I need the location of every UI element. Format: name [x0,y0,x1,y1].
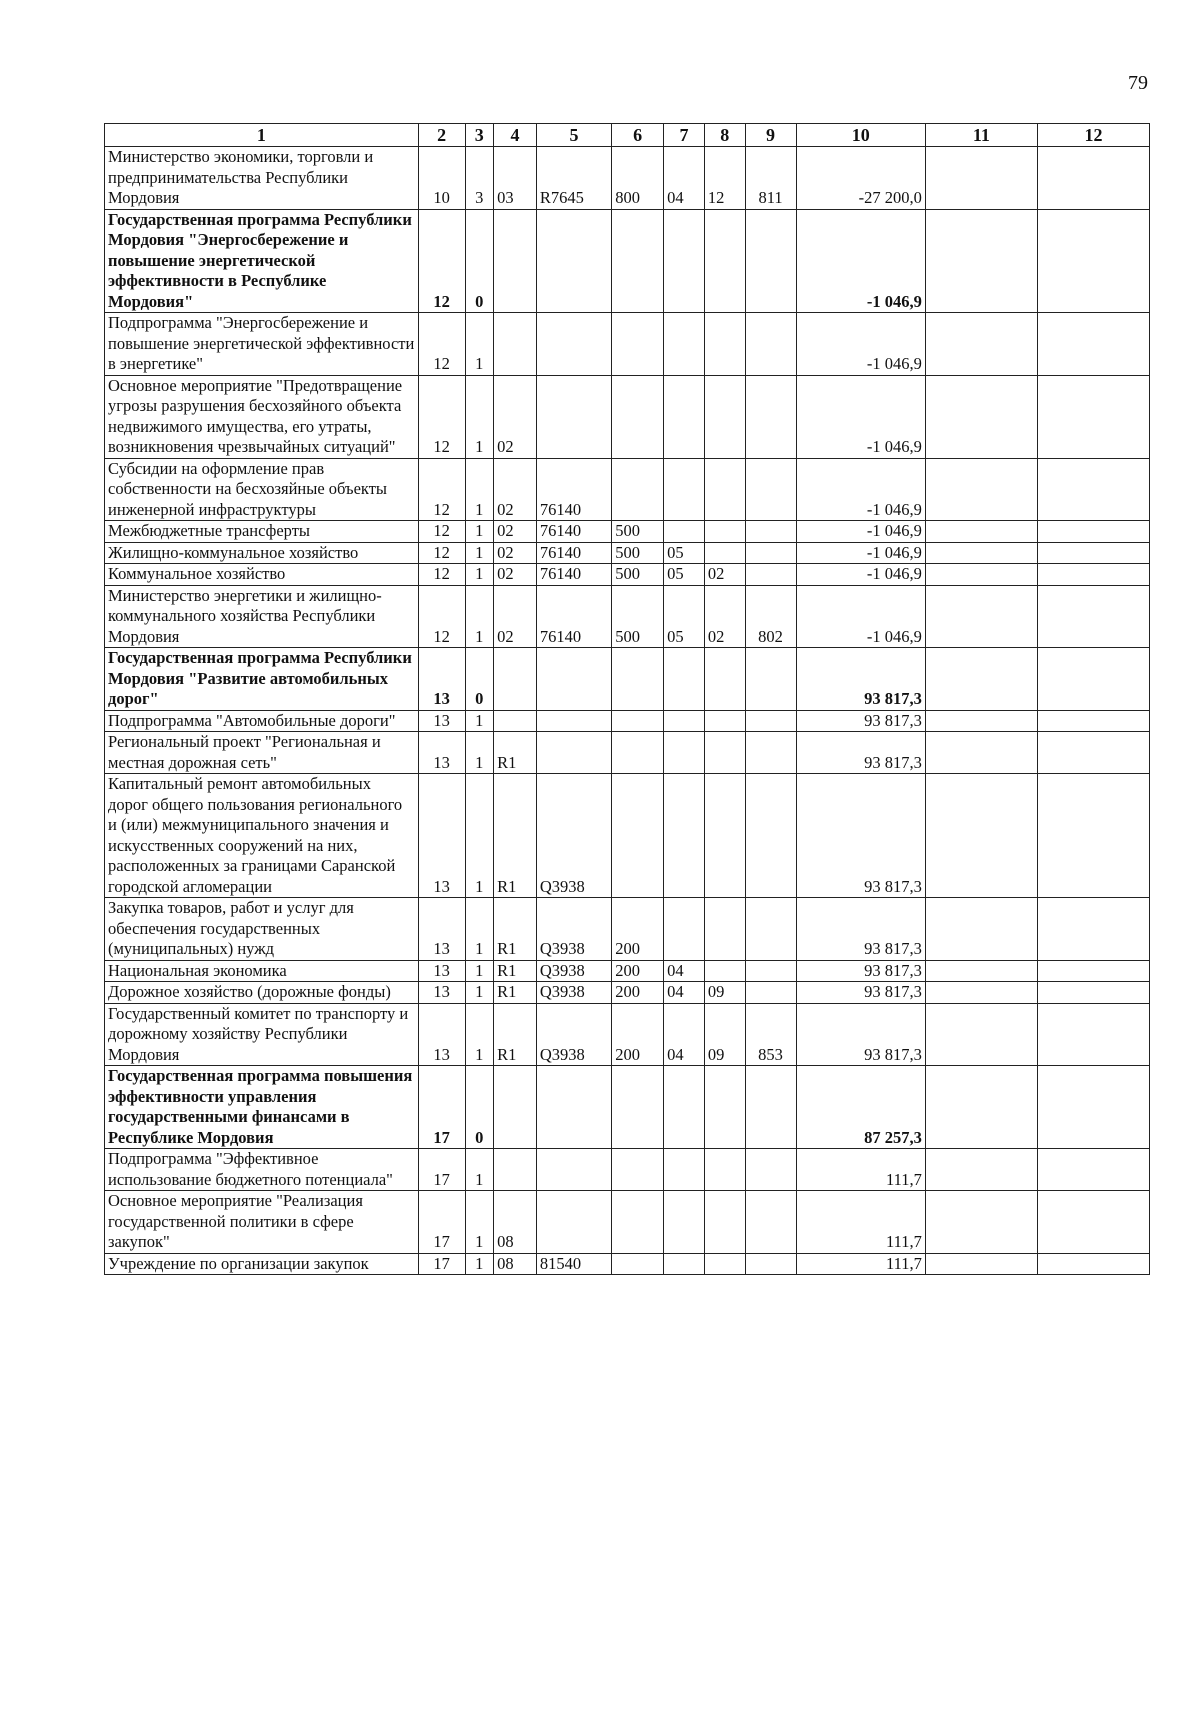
cell-col-2: 12 [418,375,465,458]
cell-col-3: 1 [465,1253,494,1275]
cell-col-12 [1037,1003,1149,1066]
cell-col-12 [1037,375,1149,458]
cell-col-7 [664,1253,705,1275]
cell-col-10: -1 046,9 [796,458,925,521]
cell-col-7 [664,313,705,376]
cell-col-11 [925,1253,1037,1275]
table-row [105,313,1150,376]
row-name: Государственный комитет по транспорту и дорожному хозяйству Республики Мордовия [105,1003,419,1066]
col-header-5: 5 [536,124,611,147]
cell-col-9 [745,564,796,586]
cell-col-10: -1 046,9 [796,564,925,586]
cell-col-9 [745,1066,796,1149]
cell-col-8 [704,375,745,458]
cell-col-5 [536,1066,611,1149]
cell-col-12 [1037,960,1149,982]
cell-col-2: 13 [418,1003,465,1066]
cell-col-2: 13 [418,982,465,1004]
cell-col-11 [925,1066,1037,1149]
cell-col-10: -1 046,9 [796,585,925,648]
cell-col-5 [536,209,611,313]
cell-col-8: 09 [704,982,745,1004]
cell-col-6 [612,1149,664,1191]
cell-col-8 [704,1191,745,1254]
table-row [105,564,1150,586]
cell-col-9 [745,898,796,961]
cell-col-6 [612,209,664,313]
cell-col-9: 811 [745,147,796,210]
cell-col-2: 13 [418,710,465,732]
cell-col-10: 111,7 [796,1191,925,1254]
cell-col-5: R7645 [536,147,611,210]
cell-col-4: R1 [494,898,537,961]
cell-col-6: 500 [612,542,664,564]
page-number: 79 [1128,72,1148,94]
cell-col-12 [1037,1066,1149,1149]
cell-col-11 [925,710,1037,732]
cell-col-7: 05 [664,564,705,586]
cell-col-4: R1 [494,732,537,774]
row-name: Дорожное хозяйство (дорожные фонды) [105,982,419,1004]
cell-col-7 [664,521,705,543]
table-row [105,375,1150,458]
cell-col-6 [612,774,664,898]
cell-col-7 [664,774,705,898]
cell-col-4: R1 [494,774,537,898]
cell-col-8 [704,648,745,711]
cell-col-4: R1 [494,982,537,1004]
cell-col-3: 1 [465,774,494,898]
cell-col-8 [704,710,745,732]
cell-col-3: 1 [465,313,494,376]
row-name: Жилищно-коммунальное хозяйство [105,542,419,564]
cell-col-6: 500 [612,585,664,648]
cell-col-11 [925,313,1037,376]
table-row [105,732,1150,774]
cell-col-4: 03 [494,147,537,210]
cell-col-8 [704,458,745,521]
cell-col-7: 04 [664,147,705,210]
cell-col-9 [745,542,796,564]
cell-col-7 [664,458,705,521]
cell-col-5 [536,1149,611,1191]
cell-col-3: 1 [465,710,494,732]
cell-col-7 [664,1149,705,1191]
row-name: Государственная программа Республики Мордовия "Развитие автомобильных дорог" [105,648,419,711]
col-header-11: 11 [925,124,1037,147]
cell-col-5: 81540 [536,1253,611,1275]
cell-col-4: R1 [494,1003,537,1066]
cell-col-5 [536,710,611,732]
table-row [105,1253,1150,1275]
cell-col-6 [612,710,664,732]
cell-col-4: 02 [494,521,537,543]
cell-col-6 [612,313,664,376]
cell-col-9 [745,375,796,458]
cell-col-5: Q3938 [536,898,611,961]
cell-col-3: 1 [465,960,494,982]
cell-col-10: 93 817,3 [796,982,925,1004]
cell-col-5: 76140 [536,458,611,521]
table-row [105,585,1150,648]
row-name: Государственная программа повышения эффективности управления государственными финансами в Республике Мордовия [105,1066,419,1149]
cell-col-10: 87 257,3 [796,1066,925,1149]
cell-col-11 [925,1191,1037,1254]
cell-col-7 [664,648,705,711]
cell-col-8 [704,1253,745,1275]
cell-col-7 [664,732,705,774]
cell-col-4 [494,1066,537,1149]
row-name: Подпрограмма "Эффективное использование бюджетного потенциала" [105,1149,419,1191]
header-row [105,124,1150,147]
cell-col-5: 76140 [536,542,611,564]
cell-col-8 [704,898,745,961]
cell-col-5 [536,1191,611,1254]
cell-col-2: 13 [418,960,465,982]
cell-col-12 [1037,898,1149,961]
cell-col-10: -1 046,9 [796,542,925,564]
cell-col-11 [925,521,1037,543]
cell-col-10: -1 046,9 [796,313,925,376]
cell-col-4 [494,1149,537,1191]
cell-col-8 [704,1149,745,1191]
cell-col-8 [704,209,745,313]
cell-col-5: 76140 [536,585,611,648]
cell-col-3: 0 [465,209,494,313]
cell-col-5 [536,648,611,711]
cell-col-4: R1 [494,960,537,982]
cell-col-10: -1 046,9 [796,375,925,458]
cell-col-5 [536,732,611,774]
cell-col-6 [612,1066,664,1149]
cell-col-9 [745,458,796,521]
col-header-4: 4 [494,124,537,147]
cell-col-2: 13 [418,732,465,774]
cell-col-6: 200 [612,982,664,1004]
cell-col-7: 04 [664,982,705,1004]
cell-col-12 [1037,585,1149,648]
table-row [105,982,1150,1004]
cell-col-6 [612,732,664,774]
cell-col-8: 02 [704,564,745,586]
cell-col-3: 1 [465,458,494,521]
cell-col-11 [925,1149,1037,1191]
cell-col-9 [745,710,796,732]
cell-col-11 [925,1003,1037,1066]
cell-col-9 [745,648,796,711]
cell-col-12 [1037,1191,1149,1254]
cell-col-4: 02 [494,585,537,648]
cell-col-8 [704,774,745,898]
cell-col-8 [704,542,745,564]
table-row [105,147,1150,210]
cell-col-2: 13 [418,774,465,898]
cell-col-2: 12 [418,542,465,564]
col-header-10: 10 [796,124,925,147]
cell-col-12 [1037,732,1149,774]
cell-col-11 [925,898,1037,961]
cell-col-7 [664,710,705,732]
budget-table [104,123,1150,1275]
table-row [105,1003,1150,1066]
cell-col-7: 04 [664,960,705,982]
cell-col-2: 12 [418,458,465,521]
cell-col-3: 1 [465,898,494,961]
cell-col-5: Q3938 [536,1003,611,1066]
cell-col-12 [1037,521,1149,543]
cell-col-11 [925,585,1037,648]
cell-col-9: 802 [745,585,796,648]
row-name: Министерство экономики, торговли и предпринимательства Республики Мордовия [105,147,419,210]
cell-col-12 [1037,982,1149,1004]
cell-col-9 [745,209,796,313]
table-row [105,521,1150,543]
cell-col-7: 05 [664,585,705,648]
col-header-7: 7 [664,124,705,147]
table-row [105,898,1150,961]
cell-col-7: 05 [664,542,705,564]
cell-col-10: 93 817,3 [796,774,925,898]
cell-col-6 [612,648,664,711]
cell-col-2: 13 [418,648,465,711]
cell-col-9 [745,774,796,898]
cell-col-3: 1 [465,542,494,564]
cell-col-4: 02 [494,458,537,521]
cell-col-9 [745,982,796,1004]
cell-col-11 [925,375,1037,458]
table-row [105,1149,1150,1191]
cell-col-3: 1 [465,1003,494,1066]
row-name: Основное мероприятие "Реализация государственной политики в сфере закупок" [105,1191,419,1254]
cell-col-12 [1037,542,1149,564]
cell-col-2: 10 [418,147,465,210]
table-row [105,1066,1150,1149]
cell-col-8 [704,313,745,376]
row-name: Закупка товаров, работ и услуг для обеспечения государственных (муниципальных) нужд [105,898,419,961]
cell-col-10: 93 817,3 [796,732,925,774]
cell-col-9 [745,1191,796,1254]
row-name: Учреждение по организации закупок [105,1253,419,1275]
cell-col-8 [704,732,745,774]
cell-col-3: 1 [465,521,494,543]
cell-col-10: 93 817,3 [796,960,925,982]
cell-col-11 [925,209,1037,313]
cell-col-6: 200 [612,960,664,982]
row-name: Министерство энергетики и жилищно-коммунального хозяйства Республики Мордовия [105,585,419,648]
cell-col-10: 111,7 [796,1253,925,1275]
cell-col-3: 1 [465,982,494,1004]
cell-col-7 [664,1066,705,1149]
cell-col-9 [745,313,796,376]
cell-col-12 [1037,648,1149,711]
cell-col-8 [704,521,745,543]
cell-col-3: 1 [465,1149,494,1191]
cell-col-6: 200 [612,1003,664,1066]
cell-col-11 [925,564,1037,586]
cell-col-10: -1 046,9 [796,521,925,543]
cell-col-2: 12 [418,313,465,376]
cell-col-11 [925,732,1037,774]
cell-col-6 [612,375,664,458]
row-name: Субсидии на оформление прав собственности на бесхозяйные объекты инженерной инфраструктуры [105,458,419,521]
cell-col-4: 02 [494,375,537,458]
cell-col-10: -1 046,9 [796,209,925,313]
cell-col-7 [664,209,705,313]
cell-col-9: 853 [745,1003,796,1066]
cell-col-8: 12 [704,147,745,210]
col-header-1: 1 [105,124,419,147]
cell-col-2: 13 [418,898,465,961]
row-name: Подпрограмма "Энергосбережение и повышение энергетической эффективности в энергетике" [105,313,419,376]
table-row [105,1191,1150,1254]
cell-col-3: 1 [465,732,494,774]
cell-col-9 [745,732,796,774]
cell-col-9 [745,521,796,543]
cell-col-3: 3 [465,147,494,210]
cell-col-10: -27 200,0 [796,147,925,210]
cell-col-5: 76140 [536,521,611,543]
cell-col-3: 1 [465,564,494,586]
table-row [105,960,1150,982]
cell-col-4: 08 [494,1191,537,1254]
cell-col-5: Q3938 [536,982,611,1004]
cell-col-11 [925,648,1037,711]
cell-col-2: 12 [418,585,465,648]
table-row [105,542,1150,564]
row-name: Подпрограмма "Автомобильные дороги" [105,710,419,732]
cell-col-6: 500 [612,564,664,586]
cell-col-8 [704,1066,745,1149]
cell-col-12 [1037,710,1149,732]
col-header-9: 9 [745,124,796,147]
cell-col-3: 0 [465,1066,494,1149]
cell-col-12 [1037,1149,1149,1191]
row-name: Основное мероприятие "Предотвращение угрозы разрушения бесхозяйного объекта недвижимого имущества, его утраты, возникновения чрезвычайных ситуаций" [105,375,419,458]
cell-col-10: 93 817,3 [796,898,925,961]
cell-col-3: 1 [465,1191,494,1254]
cell-col-11 [925,960,1037,982]
cell-col-12 [1037,564,1149,586]
cell-col-11 [925,542,1037,564]
cell-col-3: 1 [465,375,494,458]
cell-col-6 [612,458,664,521]
cell-col-9 [745,960,796,982]
cell-col-7 [664,375,705,458]
cell-col-6: 500 [612,521,664,543]
cell-col-6: 800 [612,147,664,210]
cell-col-2: 17 [418,1253,465,1275]
cell-col-2: 17 [418,1066,465,1149]
cell-col-11 [925,458,1037,521]
col-header-3: 3 [465,124,494,147]
table-row [105,648,1150,711]
cell-col-10: 93 817,3 [796,710,925,732]
cell-col-2: 12 [418,521,465,543]
cell-col-10: 93 817,3 [796,648,925,711]
cell-col-4 [494,710,537,732]
cell-col-7: 04 [664,1003,705,1066]
cell-col-8: 09 [704,1003,745,1066]
cell-col-12 [1037,774,1149,898]
col-header-6: 6 [612,124,664,147]
col-header-8: 8 [704,124,745,147]
row-name: Межбюджетные трансферты [105,521,419,543]
cell-col-5: Q3938 [536,774,611,898]
cell-col-2: 12 [418,564,465,586]
cell-col-12 [1037,313,1149,376]
cell-col-5 [536,313,611,376]
table-row [105,458,1150,521]
cell-col-2: 17 [418,1191,465,1254]
cell-col-2: 12 [418,209,465,313]
cell-col-2: 17 [418,1149,465,1191]
cell-col-5: 76140 [536,564,611,586]
cell-col-4 [494,313,537,376]
cell-col-4: 08 [494,1253,537,1275]
cell-col-4 [494,209,537,313]
cell-col-6: 200 [612,898,664,961]
col-header-2: 2 [418,124,465,147]
row-name: Региональный проект "Региональная и местная дорожная сеть" [105,732,419,774]
cell-col-7 [664,898,705,961]
row-name: Государственная программа Республики Мордовия "Энергосбережение и повышение энергетической эффективности в Республике Мордовия" [105,209,419,313]
cell-col-9 [745,1253,796,1275]
cell-col-6 [612,1253,664,1275]
cell-col-4 [494,648,537,711]
cell-col-8: 02 [704,585,745,648]
cell-col-4: 02 [494,564,537,586]
cell-col-9 [745,1149,796,1191]
cell-col-5: Q3938 [536,960,611,982]
cell-col-11 [925,982,1037,1004]
cell-col-12 [1037,1253,1149,1275]
cell-col-10: 111,7 [796,1149,925,1191]
row-name: Коммунальное хозяйство [105,564,419,586]
cell-col-6 [612,1191,664,1254]
cell-col-3: 1 [465,585,494,648]
cell-col-4: 02 [494,542,537,564]
cell-col-10: 93 817,3 [796,1003,925,1066]
cell-col-8 [704,960,745,982]
cell-col-3: 0 [465,648,494,711]
table-row [105,209,1150,313]
cell-col-11 [925,774,1037,898]
cell-col-7 [664,1191,705,1254]
cell-col-5 [536,375,611,458]
cell-col-12 [1037,209,1149,313]
cell-col-11 [925,147,1037,210]
col-header-12: 12 [1037,124,1149,147]
table-row [105,774,1150,898]
table-row [105,710,1150,732]
cell-col-12 [1037,147,1149,210]
cell-col-12 [1037,458,1149,521]
row-name: Национальная экономика [105,960,419,982]
row-name: Капитальный ремонт автомобильных дорог общего пользования регионального и (или) межмуниципального значения и искусственных сооружений на них, расположенных за границами Саранской городской агломерации [105,774,419,898]
